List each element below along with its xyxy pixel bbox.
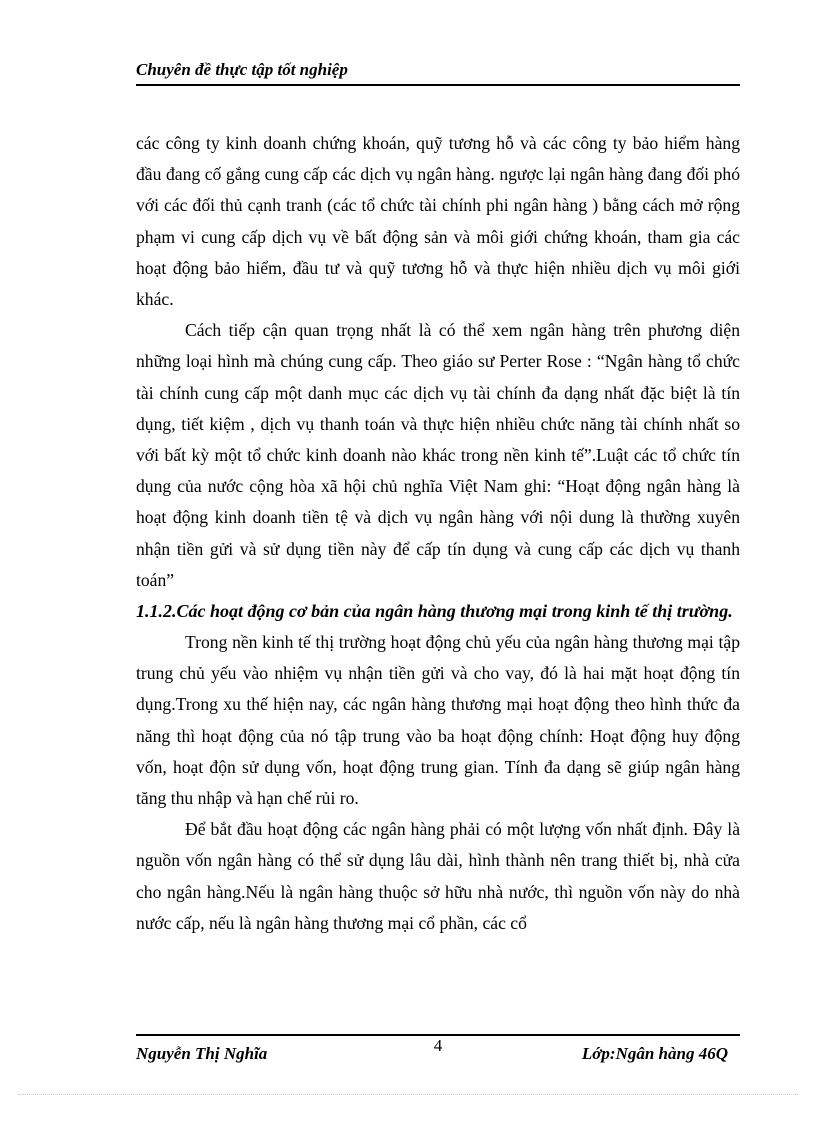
section-heading: 1.1.2.Các hoạt động cơ bản của ngân hàng thương mại trong kinh tế thị trường. bbox=[136, 601, 733, 622]
footer-class-label: Lớp:Ngân hàng 46Q bbox=[581, 1044, 728, 1063]
paragraph-3: Trong nền kinh tế thị trường hoạt động chủ yếu của ngân hàng thương mại tập trung chủ yếu vào nhiệm vụ nhận tiền gửi và cho vay, đó là hai mặt hoạt động tín dụng.Trong xu thế hiện nay, các ngân hàng thương mại hoạt động theo hình thức đa năng thì hoạt động của nó tập trung vào ba hoạt động chính: Hoạt động huy động vốn, hoạt độn sử dụng vốn, hoạt động trung gian. Tính đa dạng sẽ giúp ngân hàng tăng thu nhập và hạn chế rủi ro. bbox=[136, 632, 740, 809]
document-body bbox=[136, 128, 740, 939]
header-title: Chuyên đề thực tập tốt nghiệp bbox=[136, 60, 348, 79]
paragraph-4: Để bắt đầu hoạt động các ngân hàng phải có một lượng vốn nhất định. Đây là nguồn vốn ngân hàng có thể sử dụng lâu dài, hình thành nên trang thiết bị, nhà cửa cho ngân hàng.Nếu là ngân hàng thuộc sở hữu nhà nước, thì nguồn vốn này do nhà nước cấp, nếu là ngân hàng thương mại cổ phần, các cổ bbox=[136, 819, 740, 933]
page-edge-divider bbox=[18, 1094, 798, 1095]
page-number: 4 bbox=[433, 1036, 443, 1055]
header-rule bbox=[136, 84, 740, 86]
paragraph-1: các công ty kinh doanh chứng khoán, quỹ tương hỗ và các công ty bảo hiểm hàng đầu đang cố gắng cung cấp các dịch vụ ngân hàng. ngược lại ngân hàng đang đối phó với các đối thủ cạnh tranh (các tổ chức tài chính phi ngân hàng ) bằng cách mở rộng phạm vi cung cấp dịch vụ về bất động sản và môi giới chứng khoán, tham gia các hoạt động bảo hiểm, đầu tư và quỹ tương hỗ và thực hiện nhiều dịch vụ môi giới khác. bbox=[136, 133, 740, 310]
paragraph-2: Cách tiếp cận quan trọng nhất là có thể xem ngân hàng trên phương diện những loại hình mà chúng cung cấp. Theo giáo sư Perter Rose : “Ngân hàng tổ chức tài chính cung cấp một danh mục các dịch vụ tài chính đa dạng nhất đặc biệt là tín dụng, tiết kiệm , dịch vụ thanh toán và thực hiện nhiều chức năng tài chính nhất so với bất kỳ một tổ chức kinh doanh nào khác trong nền kinh tế”.Luật các tổ chức tín dụng của nước cộng hòa xã hội chủ nghĩa Việt Nam ghi: “Hoạt động ngân hàng là hoạt động kinh doanh tiền tệ và dịch vụ ngân hàng với nội dung là thường xuyên nhận tiền gửi và sử dụng tiền này để cấp tín dụng và cung cấp các dịch vụ thanh toán” bbox=[136, 320, 740, 590]
footer-author: Nguyễn Thị Nghĩa bbox=[136, 1044, 268, 1063]
